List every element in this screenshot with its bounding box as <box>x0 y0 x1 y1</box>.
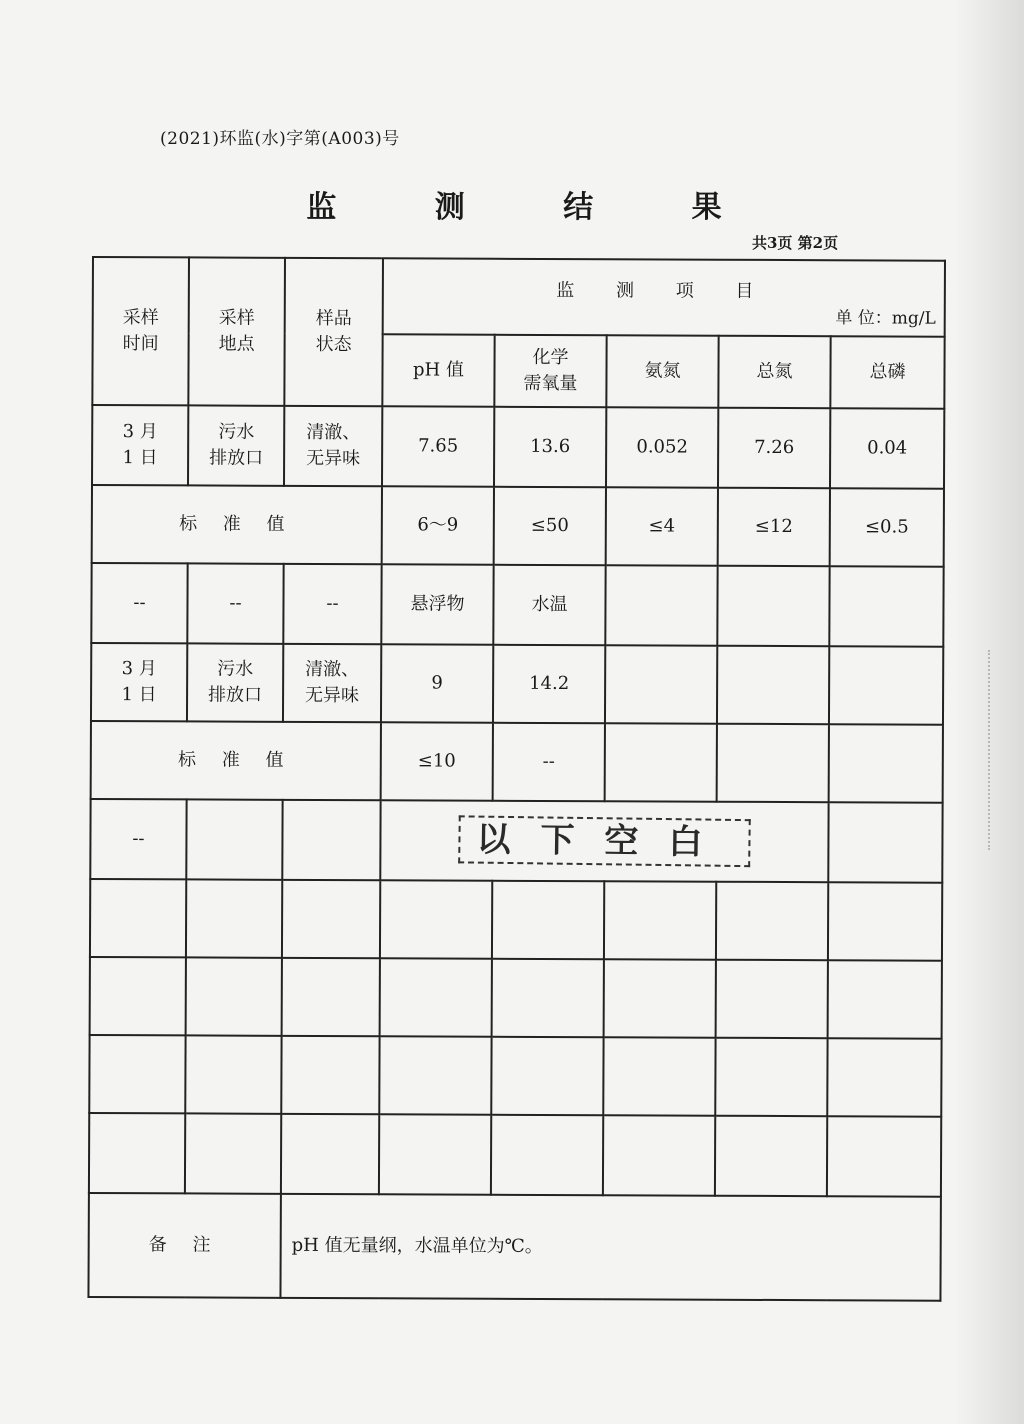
cell-tn: 7.26 <box>718 408 830 488</box>
header-sample-location: 采样 地点 <box>188 257 285 405</box>
empty-cell <box>829 566 943 646</box>
blank-below-stamp: 以下空白 <box>458 815 751 867</box>
standard-row-1 <box>92 485 944 567</box>
document-number: (2021)环监(水)字第(A003)号 <box>160 129 400 149</box>
cell-time: -- <box>90 799 186 879</box>
scan-edge-marks <box>988 650 1016 850</box>
standard-tp: ≤0.5 <box>830 488 944 566</box>
empty-cell <box>186 799 282 879</box>
data-row-1 <box>92 405 944 489</box>
header-row-top <box>93 257 945 337</box>
cell-tp: 0.04 <box>830 408 944 488</box>
standard-nh3n: ≤4 <box>606 487 718 565</box>
empty-cell <box>829 646 943 724</box>
cell-nh3n: 0.052 <box>606 407 718 487</box>
header-water-temperature: 水温 <box>493 565 605 645</box>
standard-row-2 <box>91 721 943 803</box>
cell-time: 3 月 1 日 <box>91 643 187 721</box>
remarks-text: pH 值无量纲，水温单位为℃。 <box>280 1194 940 1301</box>
cell-cod: 13.6 <box>494 407 606 487</box>
stamp-cell <box>380 800 828 882</box>
cell-ph: 7.65 <box>382 406 494 486</box>
empty-cell <box>717 724 829 802</box>
results-table <box>87 256 946 1302</box>
page-count: 共3页 第2页 <box>752 234 839 252</box>
empty-cell <box>717 646 829 724</box>
unit-label: 单 位：mg/L <box>835 308 936 329</box>
empty-row <box>89 1113 941 1197</box>
header-cod: 化学 需氧量 <box>494 335 606 407</box>
header-total-phosphorus: 总磷 <box>830 336 944 408</box>
remarks-label: 备 注 <box>88 1193 280 1298</box>
standard-ph: 6～9 <box>382 486 494 564</box>
header-row-2 <box>91 563 943 647</box>
cell-location: -- <box>187 563 283 643</box>
cell-state: 清澈、 无异味 <box>283 644 381 722</box>
page-title: 监 测 结 果 <box>306 190 766 225</box>
cell-location: 污水 排放口 <box>188 405 284 485</box>
standard-label: 标 准 值 <box>92 485 382 564</box>
standard-cod: ≤50 <box>494 487 606 565</box>
header-ammonia-nitrogen: 氨氮 <box>606 335 718 407</box>
cell-state: 清澈、 无异味 <box>284 406 382 486</box>
empty-row <box>90 957 942 1039</box>
header-ph: pH 值 <box>382 334 494 406</box>
header-monitoring-items <box>383 258 945 336</box>
cell-location: 污水 排放口 <box>187 643 283 721</box>
cell-temp: 14.2 <box>493 645 605 723</box>
header-sample-state: 样品 状态 <box>284 258 383 406</box>
cell-state: -- <box>283 564 381 644</box>
empty-cell <box>717 566 829 646</box>
empty-cell <box>828 802 942 882</box>
cell-time: 3 月 1 日 <box>92 405 188 485</box>
standard-ss: ≤10 <box>381 722 493 800</box>
empty-row <box>90 879 942 961</box>
header-sample-time: 采样 时间 <box>92 257 189 405</box>
cell-time: -- <box>91 563 187 643</box>
header-suspended-solids: 悬浮物 <box>381 564 493 644</box>
empty-cell <box>605 723 717 801</box>
cell-ss: 9 <box>381 644 493 722</box>
empty-cell <box>829 724 943 802</box>
monitoring-items-title: 监 测 项 目 <box>556 280 772 302</box>
empty-cell <box>605 565 717 645</box>
empty-cell <box>282 800 380 880</box>
blank-row-marker <box>90 799 942 883</box>
empty-cell <box>605 645 717 723</box>
remarks-row <box>88 1193 940 1301</box>
standard-label: 标 准 值 <box>91 721 381 800</box>
standard-temp: -- <box>493 723 605 801</box>
empty-row <box>89 1035 941 1117</box>
standard-tn: ≤12 <box>718 488 830 566</box>
header-total-nitrogen: 总氮 <box>718 336 830 408</box>
data-row-2 <box>91 643 943 725</box>
